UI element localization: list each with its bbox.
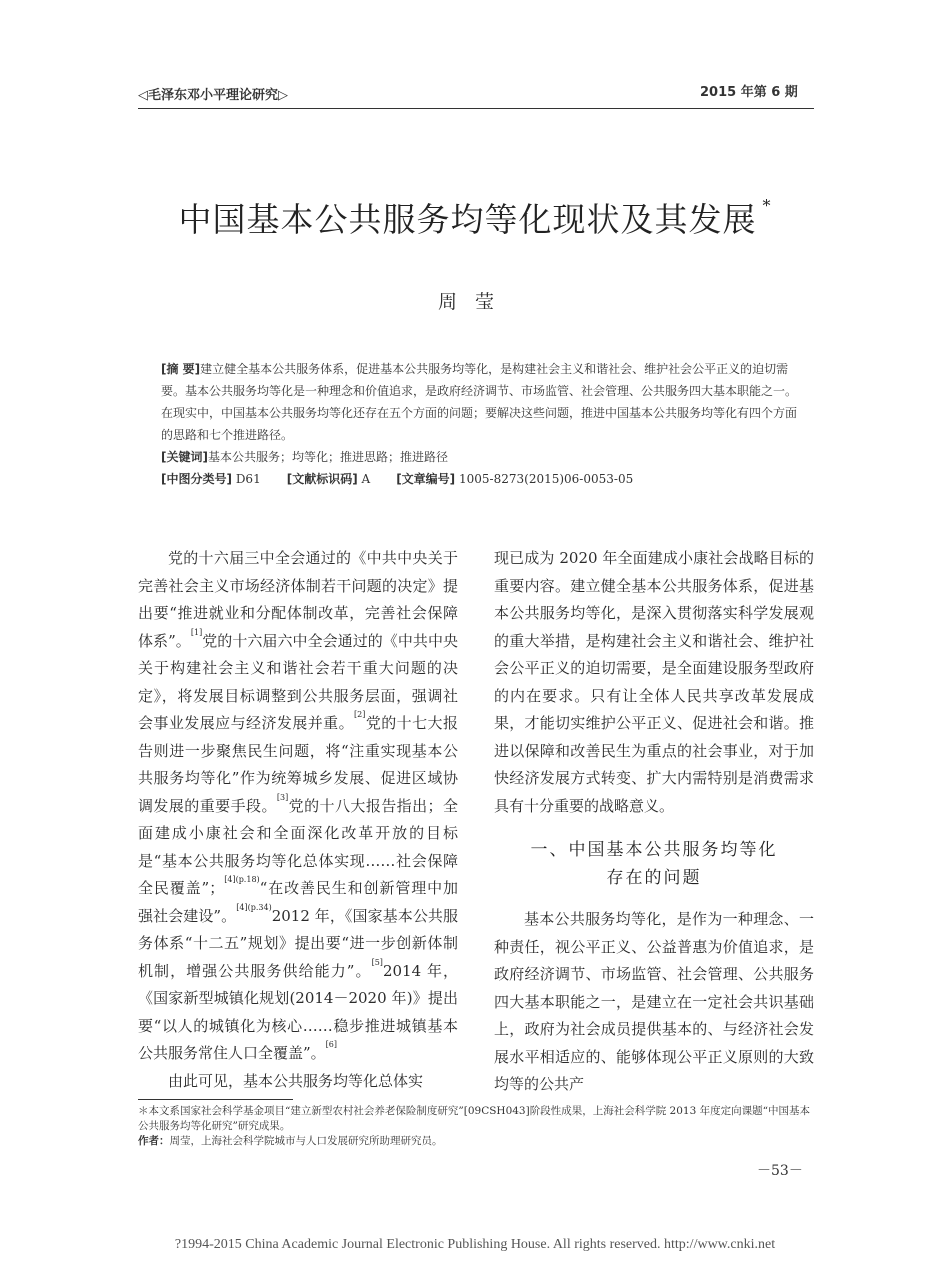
clc-value: D61: [235, 472, 261, 486]
abstract-block: [161, 358, 797, 490]
abstract-text: 建立健全基本公共服务体系，促进基本公共服务均等化，是构建社会主义和谐社会、维护社会公平正义的迫切需要。基本公共服务均等化是一种理念和价值追求，是政府经济调节、市场监管、社会管理、公共服务四大基本职能之一。在现实中，中国基本公共服务均等化还存在五个方面的问题；要解决这些问题，推进中国基本公共服务均等化有四个方面的思路和七个推进路径。: [161, 362, 798, 442]
citation: [1]: [190, 627, 203, 637]
citation: [4](p.18): [224, 875, 260, 884]
keywords: [161, 446, 797, 468]
citation: [4](p.34): [236, 902, 272, 912]
abstract: [161, 358, 797, 446]
author-footnote-label: 作者：: [138, 1135, 170, 1147]
body-text: 党的十六届三中全会通过的《中共中央关于完善社会主义市场经济体制若干问题的决定》提出要“推进就业和分配体制改革，完善社会保障体系”。: [138, 549, 458, 650]
body-paragraph: 现已成为 2020 年全面建成小康社会战略目标的重要内容。建立健全基本公共服务体系，促进基本公共服务均等化，是深入贯彻落实科学发展观的重大举措，是构建社会主义和谐社会、维护社会公平正义的迫切需要，是全面建设服务型政府的内在要求。只有让全体人民共享改革发展成果，才能切实维护公平正义、促进社会和谐。推进以保障和改善民生为重点的社会事业，对于加快经济发展方式转变、扩大内需特别是消费需求具有十分重要的战略意义。: [494, 549, 814, 815]
body-text: 党的十八大报告指出；全面建成小康社会和全面深化改革开放的目标是“基本公共服务均等化总体实现……社会保障全民覆盖”；: [138, 796, 458, 897]
copyright-notice: ?1994-2015 China Academic Journal Electronic Publishing House. All rights reserved. http://www.cnki.net: [174, 1237, 776, 1252]
section-heading-line: 一、中国基本公共服务均等化: [530, 840, 778, 860]
author-footnote-text: 周莹，上海社会科学院城市与人口发展研究所助理研究员。: [169, 1135, 443, 1147]
citation: [6]: [325, 1040, 338, 1049]
header-divider: [138, 108, 814, 109]
citation: [2]: [354, 710, 366, 719]
doc-code-label: [文献标识码]: [286, 472, 358, 486]
body-text: 2014 年，《国家新型城镇化规划(2014－2020 年)》提出要“以人的城镇化为核心……稳步推进城镇基本公共服务常住人口全覆盖”。: [138, 961, 459, 1062]
section-heading-line: 存在的问题: [606, 868, 702, 888]
body-paragraph: 由此可见，基本公共服务均等化总体实: [168, 1071, 424, 1090]
footnotes: [138, 1104, 814, 1149]
issue-number: 2015 年第 6 期: [700, 85, 798, 100]
section-heading: [494, 836, 814, 892]
doc-code-value: A: [361, 472, 371, 486]
article-no-value: 1005-8273(2015)06-0053-05: [459, 472, 634, 486]
body-column-right: [494, 545, 814, 1099]
title-text: 中国基本公共服务均等化现状及其发展: [178, 200, 757, 239]
article-no-label: [文章编号]: [396, 472, 456, 486]
body-text: 党的十六届六中全会通过的《中共中央关于构建社会主义和谐社会若干重大问题的决定》，将发展目标调整到公共服务层面，强调社会事业发展应与经济发展并重。: [138, 631, 458, 732]
clc-label: [中图分类号]: [161, 472, 232, 486]
body-column-left: [138, 545, 458, 1095]
keywords-text: 基本公共服务；均等化；推进思路；推进路径: [207, 450, 448, 464]
body-text: “在改善民生和创新管理中加强社会建设”。: [138, 879, 459, 925]
title-footnote-mark: *: [762, 196, 772, 215]
author-footnote: [138, 1134, 814, 1149]
classification-row: [161, 468, 797, 490]
article-title: [0, 194, 950, 241]
footnote-divider: [138, 1099, 293, 1100]
citation: [3]: [276, 792, 289, 802]
abstract-label: [摘 要]: [161, 362, 201, 376]
article-author: 周莹: [437, 291, 512, 313]
keywords-label: [关键词]: [161, 450, 208, 464]
citation: [5]: [371, 957, 383, 967]
body-paragraph: [138, 545, 458, 1068]
body-paragraph: 基本公共服务均等化，是作为一种理念、一种责任，视公平正义、公益普惠为价值追求，是政府经济调节、市场监管、社会管理、公共服务四大基本职能之一，是建立在一定社会共识基础上，政府为社会成员提供基本的、与经济社会发展水平相适应的、能够体现公平正义原则的大致均等的公共产: [494, 910, 814, 1093]
body-text: 党的十七大报告则进一步聚焦民生问题，将“注重实现基本公共服务均等化”作为统筹城乡发展、促进区域协调发展的重要手段。: [138, 714, 458, 815]
journal-name: ◁毛泽东邓小平理论研究▷: [138, 88, 288, 103]
body-text: 2012 年，《国家基本公共服务体系“十二五”规划》提出要“进一步创新体制机制，增强公共服务供给能力”。: [138, 906, 459, 980]
fund-footnote: ＊本文系国家社会科学基金项目“建立新型农村社会养老保险制度研究”[09CSH043]阶段性成果，上海社会科学院 2013 年度定向课题“中国基本公共服务均等化研究”研究成果。: [138, 1105, 810, 1132]
page-number: －53－: [757, 1163, 803, 1179]
